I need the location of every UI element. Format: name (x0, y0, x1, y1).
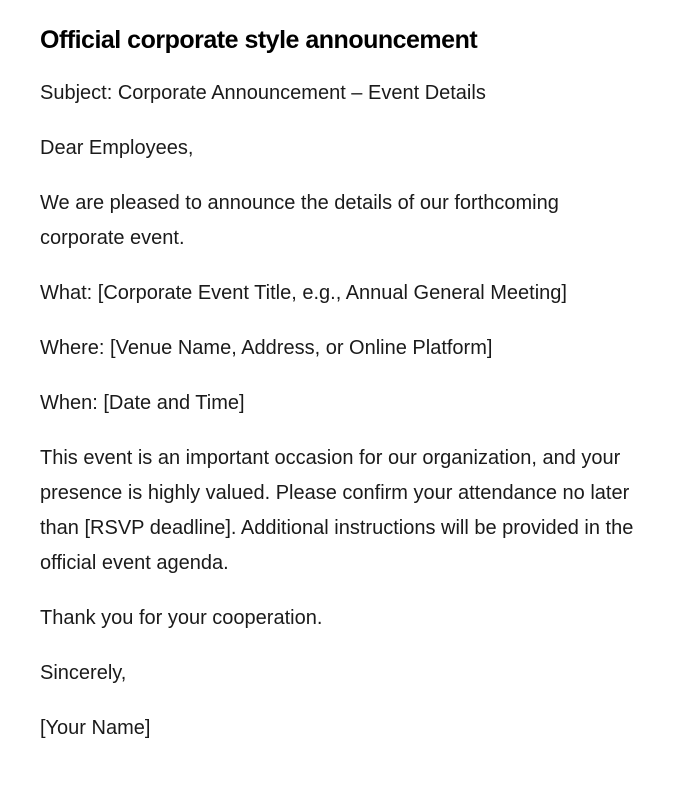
greeting: Dear Employees, (40, 137, 194, 159)
document-title: Official corporate style announcement (40, 26, 478, 54)
thanks-line: Thank you for your cooperation. (40, 607, 323, 629)
closing-line: Sincerely, (40, 662, 127, 684)
event-where: Where: [Venue Name, Address, or Online Platform] (40, 337, 493, 359)
event-what: What: [Corporate Event Title, e.g., Annual General Meeting] (40, 282, 567, 304)
intro-paragraph: We are pleased to announce the details of our forthcoming corporate event. (40, 192, 559, 249)
body-paragraph: This event is an important occasion for our organization, and your presence is highly valued. Please confirm your attendance no later than [RSVP deadline]. Additional instructions will be provided in the official event agenda. (40, 447, 634, 574)
event-when: When: [Date and Time] (40, 392, 245, 414)
announcement-document (40, 22, 640, 766)
subject-line: Subject: Corporate Announcement – Event Details (40, 82, 486, 104)
signature-placeholder: [Your Name] (40, 717, 151, 739)
